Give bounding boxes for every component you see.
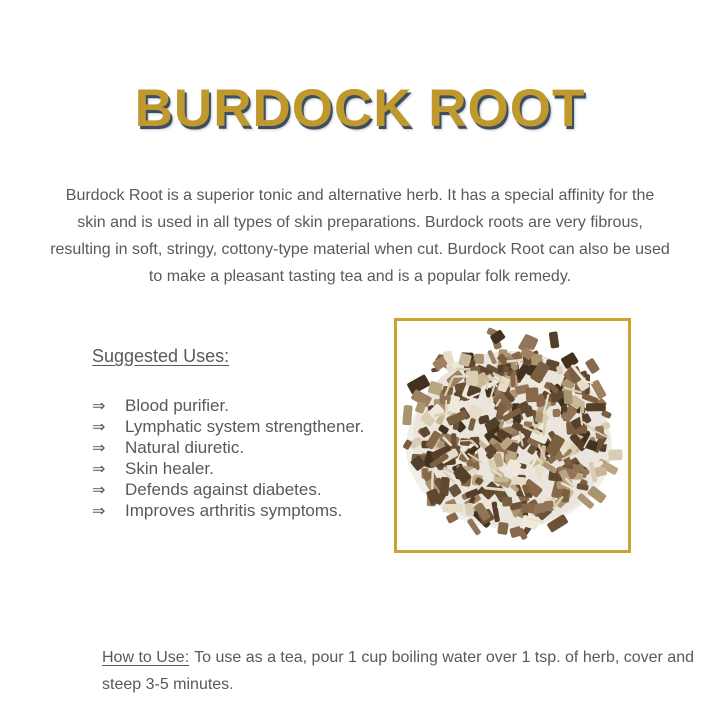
intro-paragraph: Burdock Root is a superior tonic and alternative herb. It has a special affinity for the skin and is used in all types of skin preparations. Burdock roots are very fibrous, resulting in soft, stringy, cottony-type material when cut. Burdock Root can also be used to make a pleasant tasting tea and is a popular folk remedy. — [50, 187, 670, 285]
list-item-label: Natural diuretic. — [125, 438, 245, 457]
list-item-label: Improves arthritis symptoms. — [125, 501, 343, 520]
list-item — [92, 501, 392, 522]
how-to-use-text: To use as a tea, pour 1 cup boiling water over 1 tsp. of herb, cover and steep 3-5 minutes. — [102, 649, 694, 693]
list-item-label: Lymphatic system strengthener. — [125, 417, 365, 436]
list-item — [92, 417, 392, 438]
list-item-label: Blood purifier. — [125, 396, 229, 415]
root-photo-frame — [394, 318, 631, 553]
suggested-uses-list — [92, 396, 392, 522]
double-arrow-bullet-icon: ⇒ — [92, 461, 106, 478]
list-item-label: Defends against diabetes. — [125, 480, 322, 499]
how-to-use-label: How to Use: — [102, 649, 190, 666]
list-item — [92, 459, 392, 480]
page-title: BURDOCK ROOT — [134, 79, 586, 138]
double-arrow-bullet-icon: ⇒ — [92, 503, 106, 520]
how-to-use — [102, 644, 702, 698]
double-arrow-bullet-icon: ⇒ — [92, 482, 106, 499]
suggested-uses-heading: Suggested Uses: — [92, 346, 230, 366]
list-item-label: Skin healer. — [125, 459, 214, 478]
list-item — [92, 438, 392, 459]
burdock-root-photo — [397, 321, 628, 550]
list-item — [92, 480, 392, 501]
list-item — [92, 396, 392, 417]
double-arrow-bullet-icon: ⇒ — [92, 440, 106, 457]
double-arrow-bullet-icon: ⇒ — [92, 419, 106, 436]
suggested-uses-section — [92, 346, 392, 522]
double-arrow-bullet-icon: ⇒ — [92, 398, 106, 415]
